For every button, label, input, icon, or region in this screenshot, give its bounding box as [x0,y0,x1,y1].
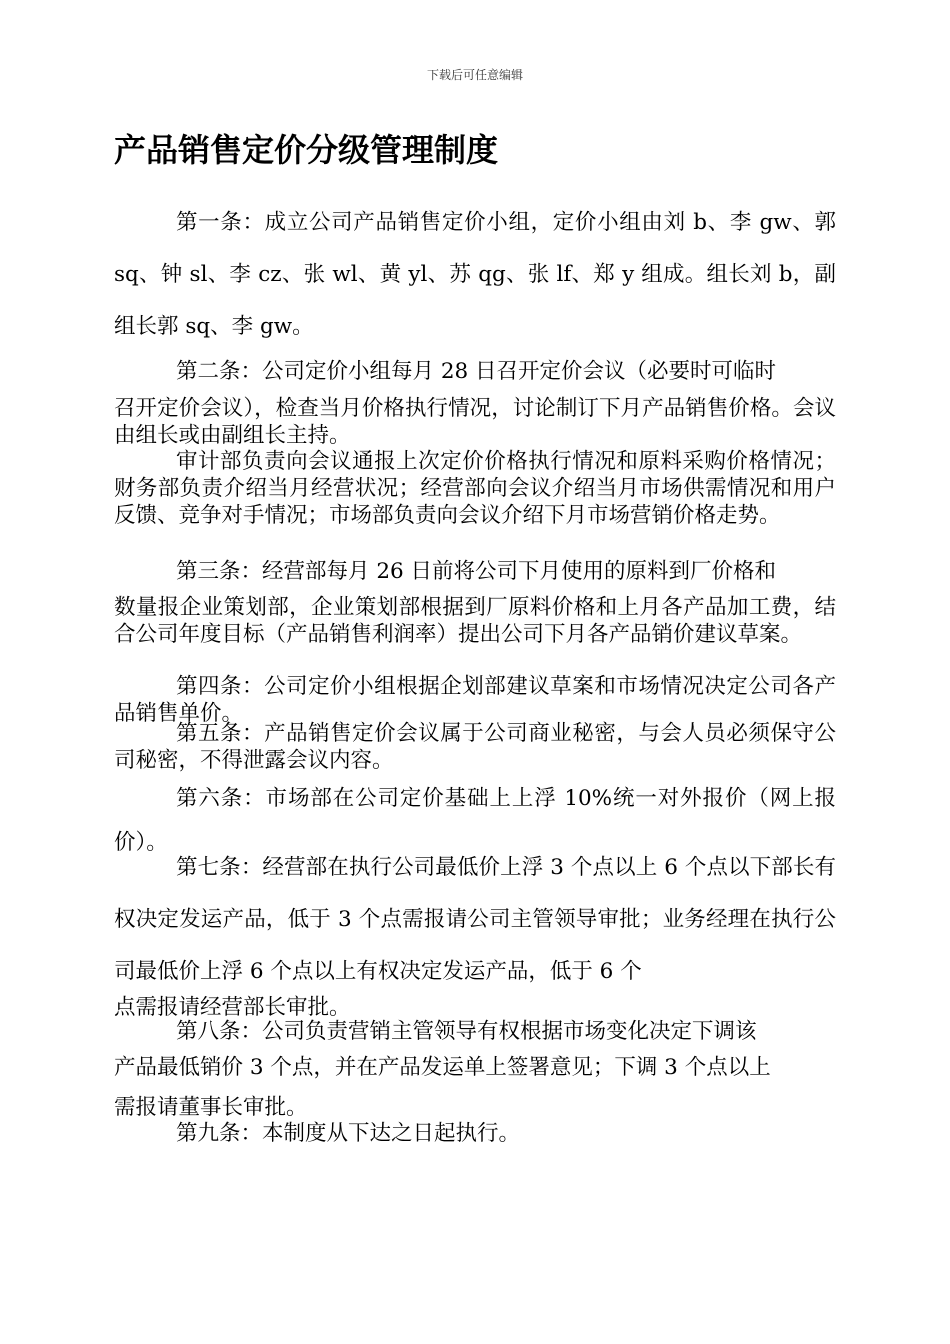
article-8-line-2: 产品最低销价 3 个点，并在产品发运单上签署意见；下调 3 个点以上 [114,1055,771,1080]
article-4: 第四条：公司定价小组根据企划部建议草案和市场情况决定公司各产品销售单价。 [114,674,836,726]
article-3-line-1: 第三条：经营部每月 26 日前将公司下月使用的原料到厂价格和 [176,559,777,584]
article-8-line-3: 需报请董事长审批。 [114,1095,308,1120]
article-7-last-line: 点需报请经营部长审批。 [114,995,351,1020]
audit-report-paragraph: 审计部负责向会议通报上次定价价格执行情况和原料采购价格情况；财务部负责介绍当月经营状况；经营部向会议介绍当月市场供需情况和用户反馈、竞争对手情况；市场部负责向会议介绍下月市场营销价格走势。 [114,449,836,528]
article-1: 第一条：成立公司产品销售定价小组，定价小组由刘 b、李 gw、郭 sq、钟 sl、李 cz、张 wl、黄 yl、苏 qg、张 lf、郑 y 组成。组长刘 b，副组长郭 sq、李 gw。 [114,210,836,339]
article-3-continued: 数量报企业策划部，企业策划部根据到厂原料价格和上月各产品加工费，结合公司年度目标（产品销售利润率）提出公司下月各产品销价建议草案。 [114,595,836,647]
header-note: 下载后可任意编辑 [426,68,523,82]
article-5: 第五条：产品销售定价会议属于公司商业秘密，与会人员必须保守公司秘密，不得泄露会议内容。 [114,721,836,773]
article-7: 第七条：经营部在执行公司最低价上浮 3 个点以上 6 个点以下部长有权决定发运产品，低于 3 个点需报请公司主管领导审批；业务经理在执行公司最低价上浮 6 个点以上有权决定发运产品，低于 6 个 [114,855,836,984]
article-2-continued: 召开定价会议），检查当月价格执行情况，讨论制订下月产品销售价格。会议由组长或由副组长主持。 [114,396,836,448]
article-9: 第九条：本制度从下达之日起执行。 [176,1121,521,1146]
article-6: 第六条：市场部在公司定价基础上上浮 10%统一对外报价（网上报价）。 [114,786,836,855]
article-8-line-1: 第八条：公司负责营销主管领导有权根据市场变化决定下调该 [176,1019,757,1044]
article-2-line-1: 第二条：公司定价小组每月 28 日召开定价会议（必要时可临时 [176,359,777,384]
document-title: 产品销售定价分级管理制度 [114,131,499,169]
